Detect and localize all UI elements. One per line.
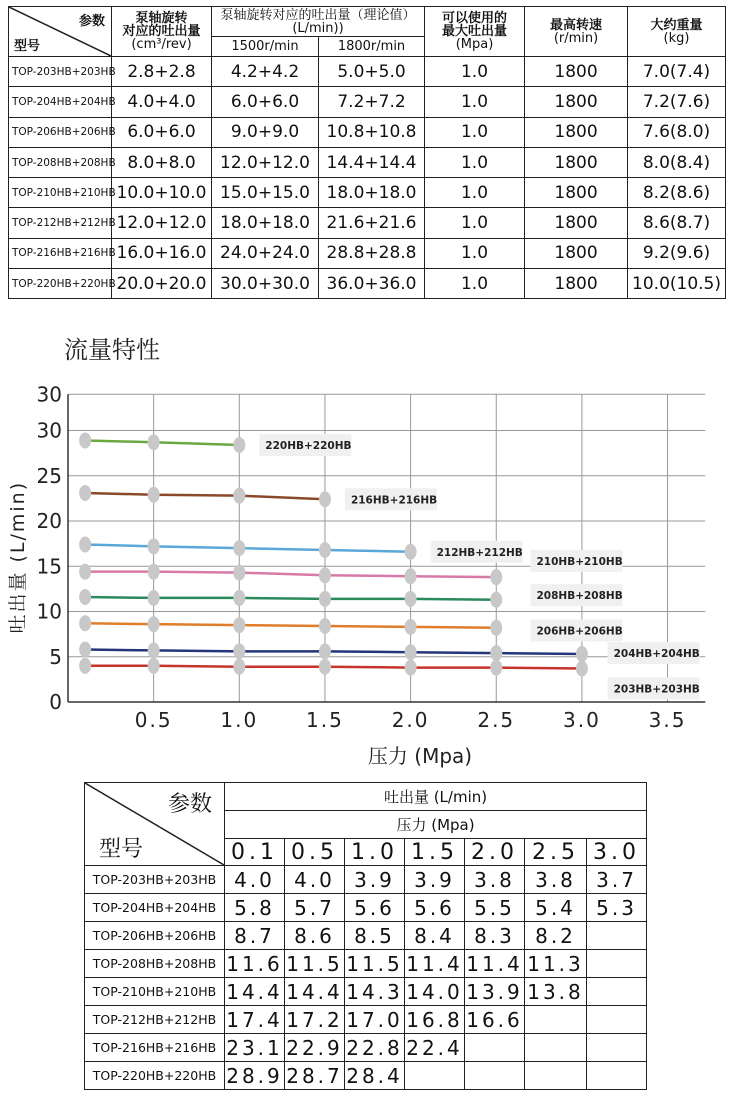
data-point xyxy=(79,615,91,631)
flow-value xyxy=(587,978,647,1006)
flow-value: 14.4 xyxy=(226,979,283,1004)
spec-cell-disp: 12.0+12.0 xyxy=(112,208,212,238)
data-point xyxy=(319,491,331,507)
spec-cell-disp: 16.0+16.0 xyxy=(112,238,212,268)
col-pressure-l1: 可以使用的 xyxy=(442,11,508,26)
col-speed xyxy=(525,7,628,57)
flow-value: 3.9 xyxy=(345,866,405,894)
spec-cell-weight: 7.0(7.4) xyxy=(628,57,726,87)
spec-cell-pmax: 1.0 xyxy=(425,57,525,87)
flow-value: 11.3 xyxy=(525,950,587,978)
data-point xyxy=(79,485,91,501)
spec-cell-disp: 20.0+20.0 xyxy=(112,269,212,299)
data-point xyxy=(319,659,331,675)
spec-cell-f1500: 4.2+4.2 xyxy=(212,57,319,87)
flow-value: 13.9 xyxy=(466,979,523,1004)
spec-cell-model: TOP-206HB+206HB xyxy=(9,117,112,147)
spec-cell-weight: 8.0(8.4) xyxy=(628,147,726,177)
data-point xyxy=(79,564,91,580)
flow-row xyxy=(85,978,647,1006)
spec-cell-f1500: 9.0+9.0 xyxy=(212,117,319,147)
x-tick-label: 2.0 xyxy=(391,708,430,732)
flow-value xyxy=(587,1006,647,1034)
flow-model: TOP-203HB+203HB xyxy=(85,866,225,894)
flow-value xyxy=(525,1062,587,1090)
spec-cell-pmax: 1.0 xyxy=(425,208,525,238)
data-point xyxy=(405,568,417,584)
col-1800: 1800r/min xyxy=(319,37,425,57)
data-point xyxy=(319,618,331,634)
col-weight xyxy=(628,7,726,57)
data-point xyxy=(405,644,417,660)
flow-value: 28.7 xyxy=(286,1063,343,1088)
pressure-col: 0.5 xyxy=(285,839,345,866)
spec-row xyxy=(9,238,726,268)
col-weight-l2: (kg) xyxy=(663,30,690,46)
x-axis-label: 压力 (Mpa) xyxy=(367,744,473,768)
series-label: 203HB+203HB xyxy=(613,683,700,696)
data-point xyxy=(319,567,331,583)
flow-value: 11.5 xyxy=(346,951,403,976)
col-flow-l1: 泵轴旋转对应的吐出量（理论值） xyxy=(220,7,416,23)
flow-row xyxy=(85,1006,647,1034)
data-point xyxy=(79,589,91,605)
data-point xyxy=(576,646,588,662)
data-point xyxy=(490,569,502,585)
spec-cell-disp: 8.0+8.0 xyxy=(112,147,212,177)
col-flow xyxy=(212,7,425,37)
series-line-220HB+220HB xyxy=(85,440,239,445)
flow-value: 11.6 xyxy=(226,951,283,976)
flow-value xyxy=(465,1034,525,1062)
data-point xyxy=(148,658,160,674)
series-line-212HB+212HB xyxy=(85,545,410,552)
flow-value xyxy=(587,1062,647,1090)
flow-value: 23.1 xyxy=(226,1035,283,1060)
y-tick-label: 20 xyxy=(36,509,62,533)
flow-corner-param: 参数 xyxy=(167,792,212,817)
data-point xyxy=(490,592,502,608)
flow-value: 13.8 xyxy=(525,978,587,1006)
data-point xyxy=(405,591,417,607)
x-tick-label: 0.5 xyxy=(134,708,173,732)
spec-corner xyxy=(9,7,112,57)
x-tick-label: 1.0 xyxy=(220,708,259,732)
spec-cell-f1800: 36.0+36.0 xyxy=(319,269,425,299)
spec-cell-f1800: 5.0+5.0 xyxy=(319,57,425,87)
flow-value: 14.3 xyxy=(346,979,403,1004)
flow-value: 22.4 xyxy=(406,1035,463,1060)
flow-value: 3.7 xyxy=(587,866,647,894)
spec-cell-pmax: 1.0 xyxy=(425,87,525,117)
spec-corner-model: 型号 xyxy=(14,39,41,54)
flow-value: 11.5 xyxy=(286,951,343,976)
spec-cell-weight: 7.6(8.0) xyxy=(628,117,726,147)
flow-row xyxy=(85,1034,647,1062)
series-label: 212HB+212HB xyxy=(436,546,523,559)
spec-cell-model: TOP-204HB+204HB xyxy=(9,87,112,117)
flow-corner-model: 型号 xyxy=(99,837,144,862)
data-point xyxy=(490,620,502,636)
data-point xyxy=(233,565,245,581)
col-displacement xyxy=(112,7,212,57)
flow-chart xyxy=(0,330,731,770)
flow-value: 5.6 xyxy=(345,894,405,922)
data-point xyxy=(405,660,417,676)
spec-cell-f1500: 24.0+24.0 xyxy=(212,238,319,268)
series-label: 210HB+210HB xyxy=(536,555,623,568)
flow-row xyxy=(85,922,647,950)
data-point xyxy=(79,432,91,448)
y-tick-label: 15 xyxy=(36,554,62,579)
spec-cell-weight: 8.6(8.7) xyxy=(628,208,726,238)
flow-row xyxy=(85,950,647,978)
flow-value: 5.4 xyxy=(525,894,587,922)
spec-cell-pmax: 1.0 xyxy=(425,147,525,177)
flow-value: 8.5 xyxy=(345,922,405,950)
col-speed-l1: 最高转速 xyxy=(550,17,603,33)
flow-value: 8.3 xyxy=(465,922,525,950)
flow-row xyxy=(85,866,647,894)
flow-value: 3.8 xyxy=(525,866,587,894)
spec-cell-disp: 6.0+6.0 xyxy=(112,117,212,147)
flow-model: TOP-208HB+208HB xyxy=(85,950,225,978)
data-point xyxy=(79,642,91,658)
data-point xyxy=(490,645,502,661)
flow-value: 17.4 xyxy=(226,1007,283,1032)
flow-value: 4.0 xyxy=(285,866,345,894)
flow-value: 28.4 xyxy=(346,1063,403,1088)
data-point xyxy=(79,658,91,674)
col-displacement-l3: (cm³/rev) xyxy=(131,37,192,52)
spec-cell-disp: 4.0+4.0 xyxy=(112,87,212,117)
y-tick-label: 10 xyxy=(36,599,62,624)
flow-value: 28.9 xyxy=(226,1063,283,1088)
pressure-col: 1.5 xyxy=(405,839,465,866)
flow-model: TOP-210HB+210HB xyxy=(85,978,225,1006)
col-pressure xyxy=(425,7,525,57)
series-line-210HB+210HB xyxy=(85,572,496,577)
data-point xyxy=(319,591,331,607)
data-point xyxy=(148,590,160,606)
spec-cell-f1800: 10.8+10.8 xyxy=(319,117,425,147)
spec-row xyxy=(9,178,726,208)
data-point xyxy=(148,487,160,503)
y-tick-label: 30 xyxy=(36,418,62,443)
spec-cell-weight: 10.0(10.5) xyxy=(628,269,726,299)
data-point xyxy=(233,590,245,606)
flow-value: 8.2 xyxy=(525,922,587,950)
flow-value xyxy=(525,1006,587,1034)
series-label: 208HB+208HB xyxy=(536,590,623,603)
data-point xyxy=(233,659,245,675)
flow-value: 8.6 xyxy=(285,922,345,950)
flow-value: 17.2 xyxy=(286,1007,343,1032)
data-point xyxy=(576,661,588,677)
y-axis-label: 吐出量 (L/min) xyxy=(7,480,29,634)
flow-value: 11.4 xyxy=(466,951,523,976)
spec-cell-weight: 8.2(8.6) xyxy=(628,178,726,208)
series-line-206HB+206HB xyxy=(85,623,496,628)
col-weight-l1: 大约重量 xyxy=(650,17,703,33)
spec-row xyxy=(9,87,726,117)
spec-cell-model: TOP-220HB+220HB xyxy=(9,269,112,299)
spec-cell-rpm: 1800 xyxy=(525,87,628,117)
spec-cell-pmax: 1.0 xyxy=(425,178,525,208)
y-tick-label: 5 xyxy=(49,644,62,669)
series-label: 206HB+206HB xyxy=(536,625,623,638)
flow-value: 3.9 xyxy=(405,866,465,894)
flow-value xyxy=(525,1034,587,1062)
spec-cell-model: TOP-216HB+216HB xyxy=(9,238,112,268)
spec-corner-param: 参数 xyxy=(78,14,105,29)
flow-value xyxy=(465,1062,525,1090)
spec-cell-f1800: 7.2+7.2 xyxy=(319,87,425,117)
flow-value: 4.0 xyxy=(225,866,285,894)
spec-cell-f1500: 30.0+30.0 xyxy=(212,269,319,299)
series-label: 220HB+220HB xyxy=(265,439,352,452)
spec-cell-model: TOP-208HB+208HB xyxy=(9,147,112,177)
flow-value: 17.0 xyxy=(346,1007,403,1032)
spec-cell-pmax: 1.0 xyxy=(425,117,525,147)
data-point xyxy=(233,540,245,556)
x-tick-label: 1.5 xyxy=(306,708,344,732)
pressure-header: 压力 (Mpa) xyxy=(225,811,647,839)
spec-table xyxy=(8,6,726,299)
x-tick-label: 3.0 xyxy=(562,708,601,732)
col-displacement-l1: 泵轴旋转 xyxy=(135,11,188,26)
data-point xyxy=(148,642,160,658)
flow-value: 5.3 xyxy=(587,894,647,922)
series-label: 216HB+216HB xyxy=(350,494,438,507)
spec-cell-f1500: 15.0+15.0 xyxy=(212,178,319,208)
col-pressure-l3: (Mpa) xyxy=(455,37,494,52)
spec-row xyxy=(9,269,726,299)
flow-value: 5.5 xyxy=(465,894,525,922)
spec-row xyxy=(9,117,726,147)
col-speed-l2: (r/min) xyxy=(553,30,599,46)
spec-cell-rpm: 1800 xyxy=(525,269,628,299)
chart-title: 流量特性 xyxy=(64,336,160,364)
col-displacement-l2: 对应的吐出量 xyxy=(122,24,201,39)
flow-table xyxy=(84,782,647,1090)
spec-cell-f1500: 18.0+18.0 xyxy=(212,208,319,238)
spec-cell-f1500: 6.0+6.0 xyxy=(212,87,319,117)
pressure-col: 2.0 xyxy=(465,839,525,866)
flow-value: 16.8 xyxy=(406,1007,463,1032)
flow-value: 3.8 xyxy=(465,866,525,894)
flow-corner xyxy=(85,783,225,866)
spec-cell-rpm: 1800 xyxy=(525,238,628,268)
pressure-col: 3.0 xyxy=(587,839,647,866)
data-point xyxy=(233,617,245,633)
spec-cell-model: TOP-210HB+210HB xyxy=(9,178,112,208)
spec-cell-pmax: 1.0 xyxy=(425,269,525,299)
spec-cell-rpm: 1800 xyxy=(525,57,628,87)
spec-cell-f1500: 12.0+12.0 xyxy=(212,147,319,177)
y-tick-label: 0 xyxy=(49,690,62,714)
spec-cell-rpm: 1800 xyxy=(525,117,628,147)
col-flow-l2: (L/min)) xyxy=(292,20,344,36)
flow-value: 8.4 xyxy=(405,922,465,950)
series-line-216HB+216HB xyxy=(85,493,325,499)
x-tick-label: 2.5 xyxy=(477,708,516,732)
pressure-col: 1.0 xyxy=(345,839,405,866)
data-point xyxy=(319,643,331,659)
flow-row xyxy=(85,1062,647,1090)
col-pressure-l2: 最大吐出量 xyxy=(442,24,508,39)
series-line-208HB+208HB xyxy=(85,597,496,600)
data-point xyxy=(319,542,331,558)
data-point xyxy=(148,434,160,450)
data-point xyxy=(148,616,160,632)
data-point xyxy=(148,538,160,554)
flow-value: 22.8 xyxy=(346,1035,403,1060)
pressure-col: 0.1 xyxy=(225,839,285,866)
series-label: 204HB+204HB xyxy=(613,648,700,661)
flow-header: 吐出量 (L/min) xyxy=(225,783,647,811)
flow-value: 14.4 xyxy=(286,979,343,1004)
spec-cell-model: TOP-203HB+203HB xyxy=(9,57,112,87)
spec-cell-rpm: 1800 xyxy=(525,147,628,177)
data-point xyxy=(233,437,245,453)
spec-cell-f1800: 18.0+18.0 xyxy=(319,178,425,208)
spec-row xyxy=(9,147,726,177)
flow-value: 5.8 xyxy=(225,894,285,922)
flow-model: TOP-216HB+216HB xyxy=(85,1034,225,1062)
spec-row xyxy=(9,208,726,238)
spec-cell-pmax: 1.0 xyxy=(425,238,525,268)
flow-model: TOP-204HB+204HB xyxy=(85,894,225,922)
col-1500: 1500r/min xyxy=(212,37,319,57)
data-point xyxy=(490,660,502,676)
flow-value: 5.7 xyxy=(285,894,345,922)
flow-value xyxy=(587,950,647,978)
spec-cell-disp: 10.0+10.0 xyxy=(112,178,212,208)
x-tick-label: 3.5 xyxy=(648,708,687,732)
y-tick-label: 30 xyxy=(36,382,62,407)
flow-model: TOP-206HB+206HB xyxy=(85,922,225,950)
flow-model: TOP-220HB+220HB xyxy=(85,1062,225,1090)
spec-cell-weight: 7.2(7.6) xyxy=(628,87,726,117)
spec-cell-rpm: 1800 xyxy=(525,178,628,208)
flow-value: 14.0 xyxy=(406,979,463,1004)
spec-cell-f1800: 28.8+28.8 xyxy=(319,238,425,268)
spec-row xyxy=(9,57,726,87)
spec-cell-f1800: 14.4+14.4 xyxy=(319,147,425,177)
flow-value: 16.6 xyxy=(466,1007,523,1032)
spec-cell-model: TOP-212HB+212HB xyxy=(9,208,112,238)
data-point xyxy=(79,537,91,553)
flow-value xyxy=(587,1034,647,1062)
flow-model: TOP-212HB+212HB xyxy=(85,1006,225,1034)
spec-cell-f1800: 21.6+21.6 xyxy=(319,208,425,238)
flow-value xyxy=(587,922,647,950)
flow-value xyxy=(405,1062,465,1090)
data-point xyxy=(148,564,160,580)
flow-value: 22.9 xyxy=(286,1035,343,1060)
spec-cell-disp: 2.8+2.8 xyxy=(112,57,212,87)
series-line-203HB+203HB xyxy=(85,666,582,669)
data-point xyxy=(233,488,245,504)
data-point xyxy=(233,643,245,659)
flow-row xyxy=(85,894,647,922)
pressure-col: 2.5 xyxy=(525,839,587,866)
spec-cell-weight: 9.2(9.6) xyxy=(628,238,726,268)
flow-value: 11.4 xyxy=(406,951,463,976)
data-point xyxy=(405,619,417,635)
flow-value: 8.7 xyxy=(225,922,285,950)
y-tick-label: 25 xyxy=(36,463,62,488)
data-point xyxy=(405,544,417,560)
flow-value: 5.6 xyxy=(405,894,465,922)
spec-cell-rpm: 1800 xyxy=(525,208,628,238)
